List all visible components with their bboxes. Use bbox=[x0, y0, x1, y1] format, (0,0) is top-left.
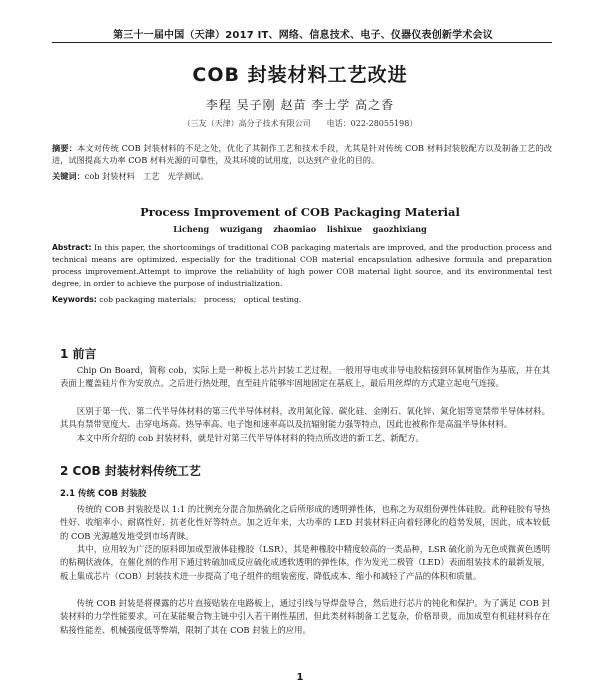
abstract-en-label: Abstract: bbox=[52, 243, 92, 252]
paper-title-en: Process Improvement of COB Packaging Material bbox=[140, 205, 460, 219]
header-rule bbox=[52, 42, 552, 43]
affiliation-cn: （三友（天津）高分子技术有限公司 电话：022-28055198） bbox=[182, 119, 418, 128]
body-paragraph: 其中，应用较为广泛的原料即加成型液体硅橡胶（LSR），其是种橡胶中精度较高的一类品种，LSR 硫化前为无色或微黄色透明的粘稠状液体，在催化剂的作用下通过转硫加成反应硫化成透软透明的弹性体。作为发光二极管（LED）表面组装技术的最新发展，板上集成芯片（COB）封装技术进一步提高了电子组件的组装密度、降低成本、缩小和减轻了产品的体积和质量。 bbox=[60, 544, 550, 581]
abstract-cn-label: 摘要： bbox=[52, 143, 78, 153]
keywords-cn bbox=[52, 170, 552, 182]
keywords-cn-label: 关键词： bbox=[52, 171, 85, 181]
keywords-en-text: cob packaging materials; process; optical testing. bbox=[99, 295, 302, 304]
body-paragraph: 传统 COB 封装是将裸露的芯片直接贴装在电路板上，通过引线与导焊盘导合，然后进行芯片的钝化和保护。为了满足 COB 封装材料的力学性能要求，可在某能聚合物主链中引入若干刚性基团，但此类材料制备工艺复杂，价格昂贵，而加成型有机硅材料存在粘接性能差、机械强度低等弊端，限制了其在 COB 封装上的应用。 bbox=[60, 598, 550, 635]
intro-paragraph: 本文中所介绍的 cob 封装材料，就是针对第三代半导体材料的特点所改进的新工艺、新配方。 bbox=[76, 433, 424, 443]
paper-title-cn: COB 封装材料工艺改进 bbox=[192, 64, 408, 86]
page-number: 1 bbox=[296, 672, 304, 683]
keywords-en bbox=[52, 294, 552, 306]
authors-cn: 李程 吴子刚 赵苗 李士学 高之香 bbox=[205, 98, 395, 112]
authors-en: Licheng wuzigang zhaomiao lishixue gaozhixiang bbox=[173, 224, 427, 234]
intro-paragraph: Chip On Board，简称 cob，实际上是一种板上芯片封装工艺过程。一般用导电或非导电胶粘接到环氧树脂作为基底，并在其表面上覆盖硅片作为安放点。之后进行热处理，直至硅片能够牢固地固定在基底上，最后用丝焊的方式建立起电气连接。 bbox=[60, 365, 550, 389]
keywords-en-label: Keywords: bbox=[52, 295, 97, 304]
abstract-en bbox=[52, 242, 552, 290]
section-heading-introduction: 1 前言 bbox=[60, 347, 97, 361]
abstract-cn-text: 本文对传统 COB 封装材料的不足之处，优化了其制作工艺和技术手段，尤其是针对传统 COB 材料封装胶配方以及制备工艺的改进，试图提高大功率 COB 材料光源的可靠性，及其环境的试用度，以达到产业化的目的。 bbox=[52, 143, 552, 165]
keywords-cn-text: cob 封装材料 工艺 光学测试。 bbox=[84, 171, 209, 181]
body-paragraph: 传统的 COB 封装胶是以 1:1 的比例充分混合加热硫化之后所形成的透明弹性体，也称之为双组份弹性体硅胶。此种硅胶有导热性好、收缩率小、耐腐性好、抗老化性好等特点。加之近年来，大功率的 LED 封装材料正向着轻薄化的趋势发展，因此，成本较低的 COB 光源越发地受到市场青睐。 bbox=[60, 504, 550, 541]
abstract-cn bbox=[52, 142, 552, 166]
abstract-en-text: In this paper, the shortcomings of traditional COB packaging materials are improved, and the production process and technical means are optimized, especially for the traditional COB material encapsulation adhesive formula and preparation process improvement.Attempt to improve the reliability of high power COB material light source, and its environmental test degree, in order to achieve the purpose of industrialization. bbox=[52, 243, 553, 288]
intro-paragraph: 区别于第一代、第二代半导体材料的第三代半导体材料，改用氮化镓、碳化硅、金刚石、氧化锌、氮化铝等宽禁带半导体材料。其具有禁带宽度大、击穿电场高、热导率高、电子饱和速率高以及抗辐射能力强等特点，因此也被称作是高温半导体材料。 bbox=[60, 406, 550, 430]
section-heading-traditional-process: 2 COB 封装材料传统工艺 bbox=[60, 464, 201, 478]
running-header: 第三十一届中国（天津）2017 IT、网络、信息技术、电子、仪器仪表创新学术会议 bbox=[113, 30, 493, 41]
subsection-heading: 2.1 传统 COB 封装胶 bbox=[60, 489, 147, 499]
